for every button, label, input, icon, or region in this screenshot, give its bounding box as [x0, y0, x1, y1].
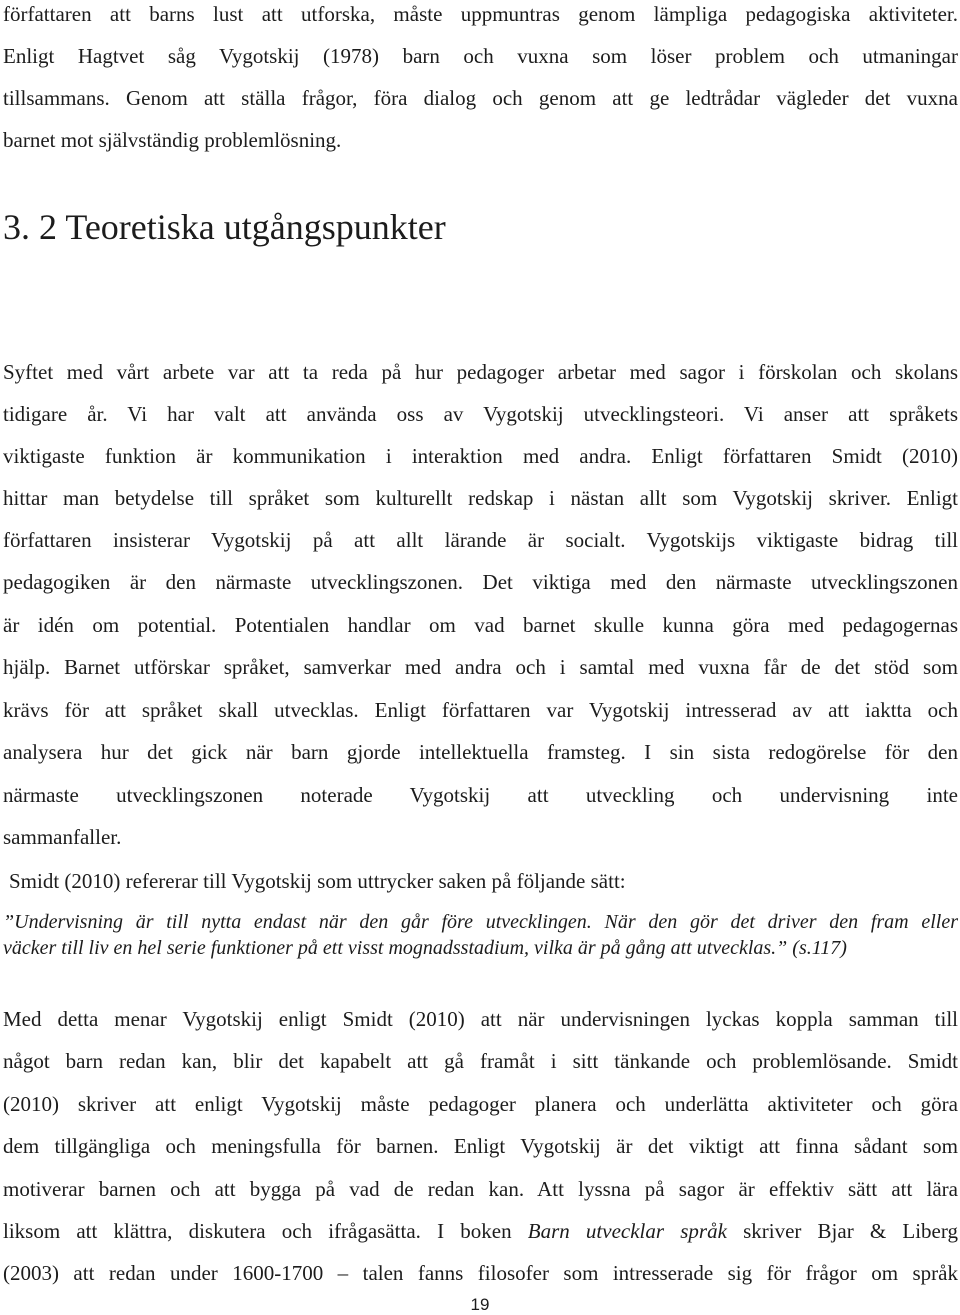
- paragraph-line: (2003) att redan under 1600-1700 – talen fanns filosofer som intresserade sig för frågor om språk: [3, 1261, 958, 1285]
- paragraph-line: närmaste utvecklingszonen noterade Vygotskij att utveckling och undervisning inte: [3, 783, 958, 807]
- page-number: 19: [470, 1295, 490, 1314]
- paragraph-line: hjälp. Barnet utförskar språket, samverkar med andra och i samtal med vuxna får de det stöd som: [3, 655, 958, 679]
- book-title: Barn utvecklar språk: [527, 1219, 727, 1243]
- paragraph-line: tidigare år. Vi har valt att använda oss av Vygotskij utvecklingsteori. Vi anser att språkets: [3, 402, 958, 426]
- block-quote-line: ”Undervisning är till nytta endast när den går före utvecklingen. När den gör det driver den fram eller: [3, 911, 958, 933]
- paragraph-line: [3, 1218, 958, 1244]
- paragraph-line: viktigaste funktion är kommunikation i interaktion med andra. Enligt författaren Smidt (2010): [3, 444, 958, 468]
- paragraph-line: författaren insisterar Vygotskij på att allt lärande är socialt. Vygotskijs viktigaste bidrag till: [3, 528, 958, 552]
- line-text: skriver Bjar & Liberg: [726, 1219, 958, 1243]
- paragraph-line: analysera hur det gick när barn gjorde intellektuella framsteg. I sin sista redogörelse för den: [3, 740, 958, 764]
- paragraph-line: hittar man betydelse till språket som kulturellt redskap i nästan allt som Vygotskij skriver. Enligt: [3, 486, 958, 510]
- paragraph-line: är idén om potential. Potentialen handlar om vad barnet skulle kunna göra med pedagogernas: [3, 613, 958, 637]
- paragraph-line: Syftet med vårt arbete var att ta reda på hur pedagoger arbetar med sagor i förskolan och skolans: [3, 360, 958, 384]
- paragraph-line: pedagogiken är den närmaste utvecklingszonen. Det viktiga med den närmaste utvecklingszonen: [3, 570, 958, 594]
- line-text: liksom att klättra, diskutera och ifrågasätta. I boken: [3, 1219, 528, 1243]
- paragraph-line: dem tillgängliga och meningsfulla för barnen. Enligt Vygotskij är det viktigt att finna sådant som: [3, 1134, 958, 1158]
- paragraph-line: författaren att barns lust att utforska, måste uppmuntras genom lämpliga pedagogiska aktiviteter.: [3, 2, 958, 26]
- paragraph-line: motiverar barnen och att bygga på vad de redan kan. Att lyssna på sagor är effektiv sätt att lära: [3, 1177, 958, 1201]
- section-heading: 3. 2 Teoretiska utgångspunkter: [3, 207, 446, 247]
- paragraph-line: Med detta menar Vygotskij enligt Smidt (2010) att när undervisningen lyckas koppla samman till: [3, 1007, 958, 1031]
- paragraph-line: sammanfaller.: [3, 825, 122, 849]
- paragraph-line: tillsammans. Genom att ställa frågor, föra dialog och genom att ge ledtrådar vägleder det vuxna: [3, 86, 958, 110]
- paragraph-line: något barn redan kan, blir det kapabelt att gå framåt i sitt tänkande och problemlösande. Smidt: [3, 1049, 958, 1073]
- paragraph-line: barnet mot självständig problemlösning.: [3, 128, 342, 152]
- paragraph-line: Enligt Hagtvet såg Vygotskij (1978) barn och vuxna som löser problem och utmaningar: [3, 44, 958, 68]
- paragraph-line: krävs för att språket skall utvecklas. Enligt författaren var Vygotskij intresserad av att iaktta och: [3, 698, 958, 722]
- quote-intro: Smidt (2010) refererar till Vygotskij som uttrycker saken på följande sätt:: [9, 869, 626, 893]
- paragraph-line: (2010) skriver att enligt Vygotskij måste pedagoger planera och underlätta aktiviteter och göra: [3, 1092, 958, 1116]
- block-quote-line: väcker till liv en hel serie funktioner på ett visst mognadsstadium, vilka är på gång att utvecklas.” (s.117): [3, 937, 847, 959]
